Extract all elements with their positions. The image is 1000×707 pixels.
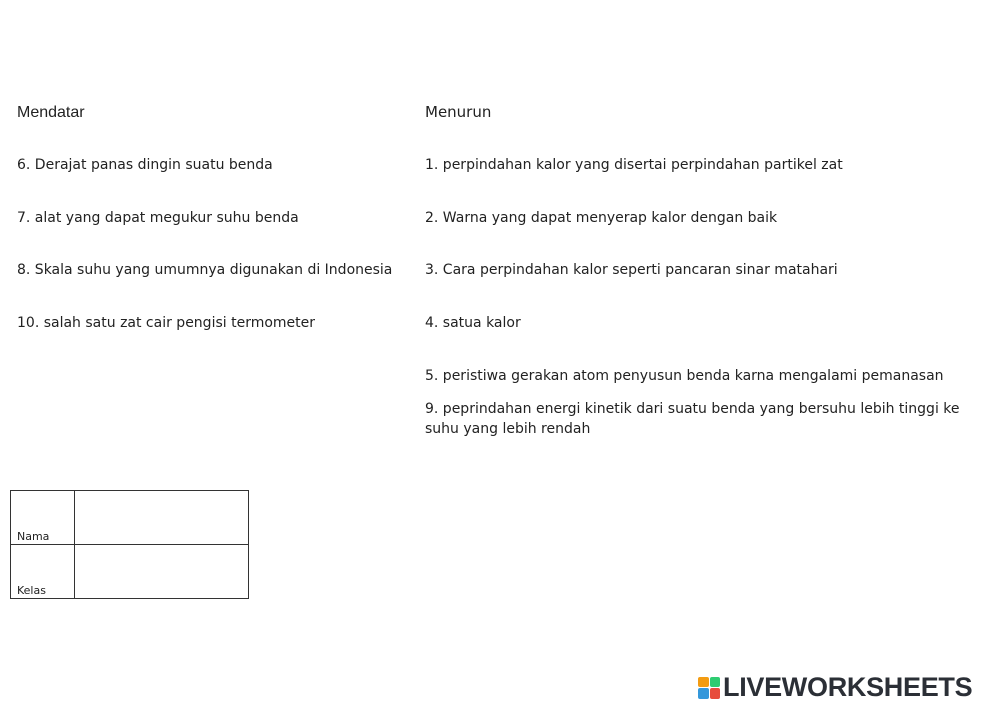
class-field[interactable] (75, 545, 249, 599)
name-field[interactable] (75, 491, 249, 545)
mendatar-heading: Mendatar (17, 104, 85, 121)
name-label: Nama (11, 491, 75, 545)
clue-1: 1. perpindahan kalor yang disertai perpindahan partikel zat (425, 157, 843, 173)
clue-3: 3. Cara perpindahan kalor seperti pancaran sinar matahari (425, 262, 838, 278)
name-row (11, 491, 249, 545)
clue-8: 8. Skala suhu yang umumnya digunakan di Indonesia (17, 262, 393, 278)
clue-2: 2. Warna yang dapat menyerap kalor dengan baik (425, 210, 778, 226)
clue-4: 4. satua kalor (425, 315, 521, 331)
menurun-heading: Menurun (425, 103, 492, 121)
clue-5: 5. peristiwa gerakan atom penyusun benda karna mengalami pemanasan (425, 368, 944, 384)
class-label: Kelas (11, 545, 75, 599)
clue-7: 7. alat yang dapat megukur suhu benda (17, 210, 299, 226)
class-row (11, 545, 249, 599)
student-identity-table (10, 490, 249, 599)
liveworksheets-logo-icon (698, 677, 720, 699)
clue-10: 10. salah satu zat cair pengisi termometer (17, 315, 316, 331)
logo-text: LIVEWORKSHEETS (723, 672, 973, 702)
clue-9: 9. peprindahan energi kinetik dari suatu benda yang bersuhu lebih tinggi ke suhu yang lebih rendah (425, 401, 960, 437)
clue-6: 6. Derajat panas dingin suatu benda (17, 157, 273, 173)
liveworksheets-logo (698, 672, 972, 703)
